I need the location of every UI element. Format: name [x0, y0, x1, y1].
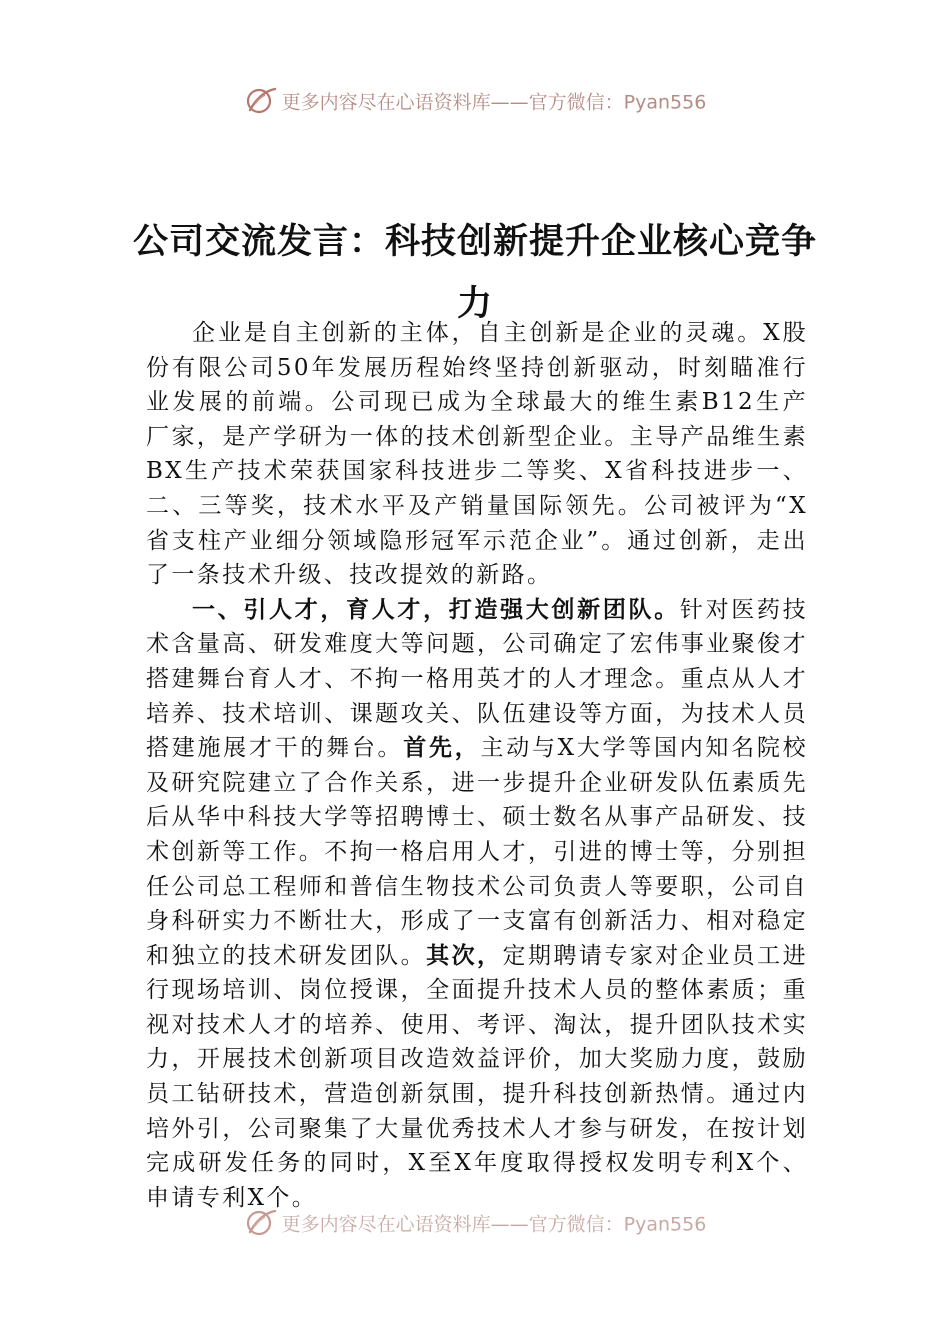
section-text-1: 针对医药技术含量高、研发难度大等问题，公司确定了宏伟事业聚俊才搭建舞台育人才、不拘一格用英才的人才理念。重点从人才培养、技术培训、课题攻关、队伍建设等方面，为技术人员搭建施展才干的舞台。: [146, 596, 809, 762]
document-title: 公司交流发言：科技创新提升企业核心竞争力: [132, 221, 817, 325]
watermark-header: [0, 86, 950, 116]
second-marker: 其次，: [426, 941, 503, 969]
watermark-logo-icon: [244, 86, 278, 116]
watermark-text: 更多内容尽在心语资料库——官方微信：Pyan556: [281, 91, 707, 114]
section-text-3: 定期聘请专家对企业员工进行现场培训、岗位授课，全面提升技术人员的整体素质；重视对技术人才的培养、使用、考评、淘汰，提升团队技术实力，开展技术创新项目改造效益评价，加大奖励力度，鼓励员工钻研技术，营造创新氛围，提升科技创新热情。通过内培外引，公司聚集了大量优秀技术人才参与研发，在按计划完成研发任务的同时，X至X年度取得授权发明专利X个、申请专利X个。: [146, 942, 808, 1211]
watermark-logo-icon: [244, 1208, 278, 1238]
section-text-2: 主动与X大学等国内知名院校及研究院建立了合作关系，进一步提升企业研发队伍素质先后从华中科技大学等招聘博士、硕士数名从事产品研发、技术创新等工作。不拘一格启用人才，引进的博士等，分别担任公司总工程师和普信生物技术公司负责人等要职，公司自身科研实力不断壮大，形成了一支富有创新活力、相对稳定和独立的技术研发团队。: [146, 735, 809, 969]
first-marker: 首先，: [403, 734, 481, 762]
intro-paragraph: 企业是自主创新的主体，自主创新是企业的灵魂。X股份有限公司50年发展历程始终坚持创新驱动，时刻瞄准行业发展的前端。公司现已成为全球最大的维生素B12生产厂家，是产学研为一体的技术创新型企业。主导产品维生素BX生产技术荣获国家科技进步二等奖、X省科技进步一、二、三等奖，技术水平及产销量国际领先。公司被评为“X省支柱产业细分领域隐形冠军示范企业”。通过创新，走出了一条技术升级、技改提效的新路。: [146, 320, 808, 589]
section-heading: 一、引人才，育人才，打造强大创新团队。: [192, 595, 680, 623]
watermark-footer: [0, 1208, 950, 1238]
section-paragraph: [146, 593, 808, 1216]
document-body: [146, 316, 808, 1215]
watermark-text: 更多内容尽在心语资料库——官方微信：Pyan556: [281, 1213, 707, 1236]
